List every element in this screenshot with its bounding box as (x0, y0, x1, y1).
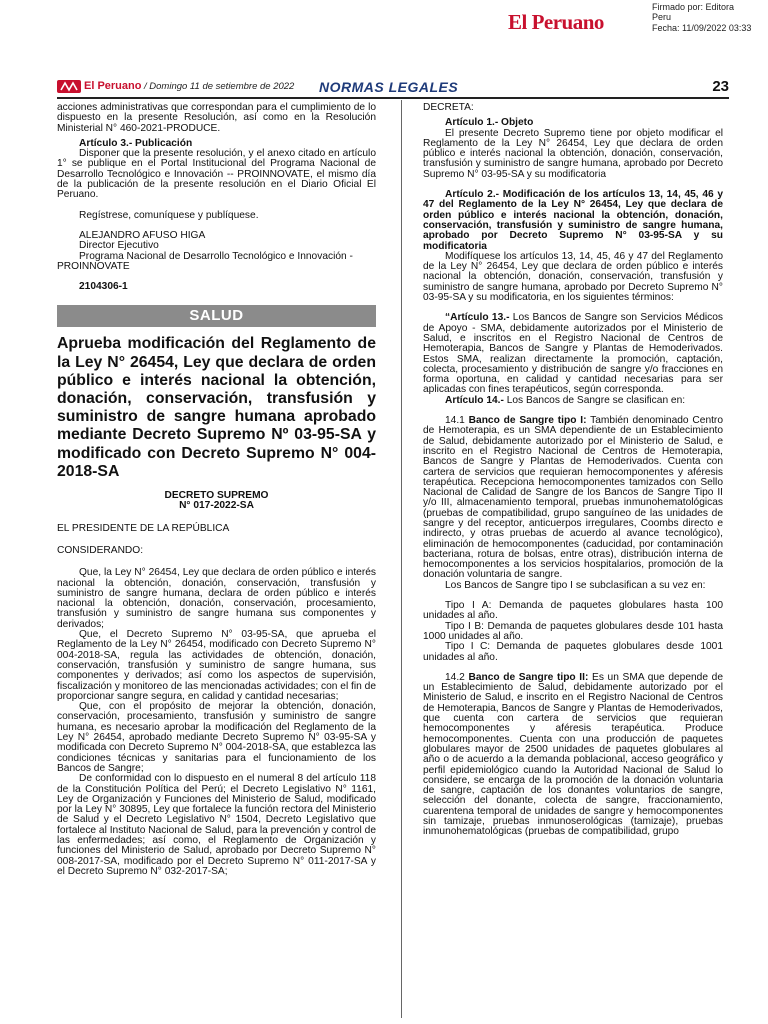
section-banner: SALUD (57, 305, 376, 327)
norm-title: Aprueba modificación del Reglamento de la Ley N° 26454, Ley que declara de orden público e interés nacional la obtención, donación, conservación, transfusión y suministro de sangre humana aprobado mediante Decreto Supremo Nº 03-95-SA y modificado con Decreto Supremo N° 004-2018-SA (57, 335, 376, 480)
article-14-label: Artículo 14.- (445, 394, 504, 406)
decreta-label: DECRETA: (423, 102, 474, 113)
article-1-text: El presente Decreto Supremo tiene por objeto modificar el Reglamento de la Ley N° 26454, Ley que declara de orden público e interés nacional la obtención, donación, conservación, transfusión y suministro de sangre humana, aprobado por Decreto Supremo N° 03-95-SA y su modificatoria (423, 127, 723, 180)
section-14-1-label: Banco de Sangre tipo I: (468, 415, 587, 427)
signer-role: Director Ejecutivo (79, 240, 159, 252)
article-3-heading: Artículo 3.- Publicación (79, 137, 193, 149)
section-14-1-number: 14.1 (445, 415, 469, 427)
publication-code: 2104306-1 (79, 281, 128, 293)
article-3-text: Disponer que la presente resolución, y el anexo citado en artículo 1° se publique en el Portal Institucional del Programa Nacional de Desarrollo Tecnológico e Innovación -- PROINNOVATE, el mismo día de la publicación de la presente resolución en el Diario Oficial El Peruano. (57, 148, 376, 201)
decree-number: N° 017-2022-SA (179, 500, 254, 512)
section-14-2-paragraph (423, 673, 723, 838)
article-14-paragraph (423, 396, 723, 406)
signature-line: Firmado por: Editora (652, 2, 735, 12)
article-1-heading: Artículo 1.- Objeto (445, 117, 534, 129)
column-divider (401, 100, 402, 1018)
signature-line: Fecha: 11/09/2022 03:33 (652, 22, 752, 33)
header-brand: El Peruano (84, 80, 142, 92)
article-2-text: Modifíquese los artículos 13, 14, 45, 46 y 47 del Reglamento de la Ley N° 26454, Ley que declara de orden público e interés nacional la obtención, donación, conservación, transfusión y suministro de sangre humana, aprobado por Decreto Supremo N° 03-95-SA y su modificatoria, en los siguientes términos: (423, 250, 723, 304)
considering-paragraph: Que, con el propósito de mejorar la obtención, donación, conservación, procesamiento, transfusión y suministro de sangre humana, es necesario aprobar la modificación del Reglamento de la Ley N° 26454, aprobado mediante Decreto Supremo N° 03-95-SA y modificada con Decreto Supremo N° 004-2018-SA, que establezca las condiciones técnicas y sanitarias para el funcionamiento de los Bancos de Sangre; (57, 701, 376, 774)
header-section: NORMAS LEGALES (319, 79, 459, 95)
tipo-ia-item: Tipo I A: Demanda de paquetes globulares hasta 100 unidades al año. (423, 600, 723, 622)
article-2-heading: Artículo 2.- Modificación de los artículos 13, 14, 45, 46 y 47 del Reglamento de la Ley N° 26454, Ley que declara de orden público e interés nacional la obtención, donación, conservación, transfusión y suministro de sangre humana, aprobado por Decreto Supremo N° 03-95-SA y su modificatoria (423, 189, 723, 252)
decree-name: DECRETO SUPREMO (164, 490, 269, 502)
considering-paragraph: Que, el Decreto Supremo N° 03-95-SA, que aprueba el Reglamento de la Ley N° 26454, modificado con Decreto Supremo N° 004-2018-SA, regula las actividades de obtención, donación, conservación, transfusión y suministro de sangre humana, sus componentes y derivados; así como los aspectos de supervisión, fiscalización y monitoreo de las mencionadas actividades; con el fin de proporcionar sangre segura, en calidad y cantidad necesarias; (57, 629, 376, 702)
considerando-label: CONSIDERANDO: (57, 544, 144, 556)
signature-line: Peru (652, 12, 672, 23)
tipo-ib-item: Tipo I B: Demanda de paquetes globulares desde 101 hasta 1000 unidades al año. (423, 620, 723, 642)
section-14-1-text: También denominado Centro de Hemoterapia, es un SMA dependiente de un Establecimiento de Salud, debidamente autorizado por el Ministerio de Salud, e inscrito en el Registro Nacional de Centros de Hemoterapia, Bancos de Sangre y Plantas de Hemoderivados. Cuenta con cartera de servicios que requieran hemocomponentes y aféresis terapéutica. Recepciona hemocomponentes tamizados con Sello Nacional de Calidad de Sangre de los Bancos de Sangre Tipo II y/o III, almacenamiento temporal, pruebas inmunohematológicas (pruebas de compatibilidad, grupo sanguíneo de las unidades de sangre y del receptor, anticuerpos irregulares, Coombs directo e indirecto, y otras pruebas de acuerdo al avance tecnológico), eliminación de hemocomponentes (caducidad, por contaminación bacteriana, rotura de bolsas, entre otras), distribución interna de hemocomponentes a los servicios hospitalarios, promoción de la donación voluntaria de sangre. (423, 415, 723, 581)
digital-signature (652, 2, 751, 33)
considering-paragraph: De conformidad con lo dispuesto en el numeral 8 del artículo 118 de la Constitución Política del Perú; el Decreto Legislativo N° 1161, Ley de Organización y Funciones del Ministerio de Salud, modificado por la Ley N° 30895, Ley que fortalece la función rectora del Ministerio de Salud y el Decreto Legislativo N° 1504, Decreto Legislativo que fortalece al Instituto Nacional de Salud, para la prevención y control de las enfermedades; así como, el Reglamento de Organización y funciones del Ministerio de Salud, aprobado por Decreto Supremo N° 008-2017-SA, modificado por el Decreto Supremo N° 011-2017-SA y el Decreto Supremo N° 032-2017-SA; (57, 773, 376, 877)
page-header (57, 76, 729, 98)
subclassification-text: Los Bancos de Sangre tipo I se subclasifican a su vez en: (445, 579, 706, 591)
signer-organization: Programa Nacional de Desarrollo Tecnológico e Innovación - PROINNOVATE (57, 250, 353, 272)
article-13-text: Los Bancos de Sangre son Servicios Médicos de Apoyo - SMA, debidamente autorizados por el Ministerio de Salud, e inscritos en el Registro Nacional de Centros de Hemoterapia, Bancos de Sangre y Plantas de Hemoderivados. Estos SMA, realizan directamente la promoción, captación, colecta, procesamiento y distribución de sangre y/o fracciones en forma oportuna, en calidad y cantidad necesarias para ser aplicadas con fines terapéuticos, según corresponda. (423, 312, 724, 396)
el-peruano-emblem-icon (57, 80, 81, 93)
article-14-text: Los Bancos de Sangre se clasifican en: (503, 394, 686, 406)
masthead-logo: El Peruano (508, 10, 604, 34)
right-column (423, 103, 723, 838)
intro-paragraph: acciones administrativas que correspondan para el cumplimiento de lo dispuesto en la presente Resolución, así como en la Resolución Ministerial N° 460-2021-PRODUCE. (57, 102, 376, 134)
considering-paragraph: Que, la Ley N° 26454, Ley que declara de orden público e interés nacional la obtención, donación, conservación, transfusión y suministro de sangre humana, declara de orden público e interés nacional la obtención, donación, conservación, procesamiento, transfusión y suministro de sangre humana sus componentes y derivados; (57, 567, 376, 630)
left-column (57, 103, 376, 877)
tipo-ic-item: Tipo I C: Demanda de paquetes globulares desde 1001 unidades al año. (423, 641, 723, 663)
article-13-paragraph (423, 313, 723, 395)
closing-formula: Regístrese, comuníquese y publíquese. (79, 209, 259, 221)
section-14-2-label: Banco de Sangre tipo II: (468, 671, 589, 683)
article-13-label: “Artículo 13.- (445, 312, 510, 324)
page-number: 23 (712, 78, 729, 95)
section-14-2-number: 14.2 (445, 671, 469, 683)
signer-name: ALEJANDRO AFUSO HIGA (79, 229, 206, 241)
section-14-1-paragraph (423, 416, 723, 581)
header-rule (57, 97, 729, 99)
header-date: / Domingo 11 de setiembre de 2022 (144, 81, 295, 92)
section-14-2-text: Es un SMA que depende de un Establecimiento de Salud, debidamente autorizado por el Ministerio de Salud, e inscrito en el Registro Nacional de Centros de Hemoterapia, Bancos de Sangre y Plantas de Hemoderivados, que cuenta con cartera de servicios que requieran hemocomponentes y aféresis terapéutica. Produce hemocomponentes. Cuenta con una producción de paquetes globulares mayor de 2500 unidades de paquetes globulares al año o de acuerdo a la demanda poblacional, acceso geográfico y perfil epidemiológico cuando la Autoridad Nacional de Salud lo considere, se encarga de la promoción de la donación voluntaria de sangre, captación de los donantes voluntarios de sangre, selección del donante, colecta de sangre, fraccionamiento, cuarentena temporal de unidades de sangre y hemocomponentes sin tamizaje, pruebas inmunoserológicas (tamizaje), pruebas inmunohematológicas (pruebas de compatibilidad, grupo (423, 671, 723, 838)
president-line: EL PRESIDENTE DE LA REPÚBLICA (57, 522, 230, 534)
